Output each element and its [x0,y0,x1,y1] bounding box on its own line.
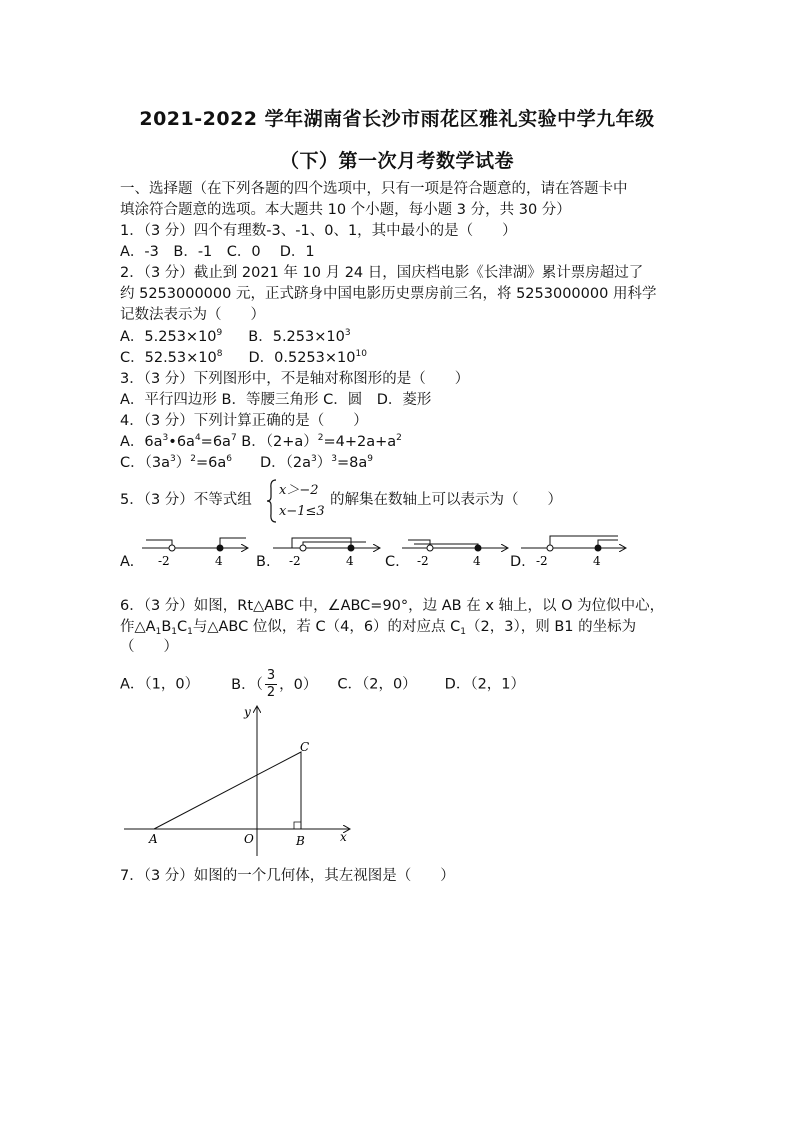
q4-option-b: B．$(2+a)^2=4+2a+a^2$ [241,433,402,450]
q6-right-angle-mark [294,822,301,829]
q2-option-c: C．$52.53\times 10^8$ [120,349,223,366]
q5-option-a-numberline [142,538,248,551]
q5-b-tick-right: 4 [346,554,354,568]
q5-option-c-label: C. [385,554,400,570]
q6-triangle-abc [154,752,301,829]
q5-option-c-numberline [402,540,508,551]
q6-stem-line2: 作$\triangle A_1B_1C_1$与△ABC 位似，若 C（4，6）的对应点 $C_1(2$，3），则 B1 的坐标为 [120,619,637,637]
q2-options-row2 [120,348,367,368]
q6-stem-line1: 6．（3 分）如图，Rt△ABC 中，∠ABC=90°，边 AB 在 x 轴上，以 O 为位似中心， [120,598,665,614]
q5-d-tick-left: -2 [536,554,548,568]
q3-stem: 3．（3 分）下列图形中，不是轴对称图形的是（ ） [120,371,470,387]
q5-option-b-label: B. [256,554,271,570]
q5-a-tick-right: 4 [215,554,223,568]
q5-option-d-numberline [521,536,626,551]
q4-option-a: A．$6a^3•6a^4=6a^7$ [120,433,237,450]
q5-c-tick-right: 4 [473,554,481,568]
q5-suffix: 的解集在数轴上可以表示为（ ） [330,492,562,508]
q5-b-tick-left: -2 [289,554,301,568]
q6-option-d: D．（2，1） [444,676,526,693]
q6-label-x: x [340,830,347,844]
q6-options [120,668,525,701]
q7-stem: 7．（3 分）如图的一个几何体，其左视图是（ ） [120,868,455,884]
q4-option-d: D．$(2a^3)^3=8a^9$ [259,454,373,471]
exam-title-line1: 2021-2022 学年湖南省长沙市雨花区雅礼实验中学九年级 [139,108,655,130]
q6-option-b: B．（ $\frac{3}{2}$ ，0） [231,668,318,700]
q5-inequality-system [279,480,325,522]
q4-options-row1 [120,432,402,452]
q5-option-b-numberline [273,538,380,551]
q6-option-a: A．（1，0） [120,676,200,693]
q2-stem-line1: 2．（3 分）截止到 2021 年 10 月 24 日，国庆档电影《长津湖》累计票房超过了 [120,265,644,281]
q1-stem: 1．（3 分）四个有理数-3、-1、0、1，其中最小的是（ ） [120,223,517,239]
q3-options: A．平行四边形 B．等腰三角形 C．圆 D．菱形 [120,392,432,408]
q5-prefix: 5．（3 分）不等式组 [120,492,252,508]
q6-label-o: O [244,832,254,846]
q6-option-b-fraction: $\frac{3}{2}$ [266,668,276,700]
section-instructions-line1: 一、选择题（在下列各题的四个选项中，只有一项是符合题意的，请在答题卡中 [120,181,628,197]
q6-label-c: C [300,740,310,754]
q2-option-a: A．$5.253\times 10^9$ [120,328,223,345]
q5-option-a-label: A. [120,554,135,570]
q6-option-c: C．（2，0） [337,676,417,693]
q2-stem-line2: 约 5253000000 元，正式跻身中国电影历史票房前三名，将 5253000000 用科学 [120,286,657,302]
q2-options-row1 [120,327,351,347]
q4-options-row2 [120,453,373,473]
q6-label-b: B [296,834,305,848]
section-instructions-line2: 填涂符合题意的选项。本大题共 10 个小题，每小题 3 分，共 30 分） [120,202,571,218]
q6-label-y: y [244,705,251,719]
q5-c-tick-left: -2 [417,554,429,568]
q5-d-tick-right: 4 [593,554,601,568]
q5-option-d-label: D. [510,554,526,570]
q2-option-b: B．$5.253\times 10^3$ [248,328,351,345]
q1-options: A．-3 B．-1 C．0 D．1 [120,244,315,260]
q5-number-lines [118,532,638,574]
q5-inequality-1: x＞−2 [279,483,319,498]
q5-a-tick-left: -2 [158,554,170,568]
q4-stem: 4．（3 分）下列计算正确的是（ ） [120,413,368,429]
q6-label-a: A [149,832,158,846]
q2-option-d: D．$0.5253\times 10^{10}$ [248,349,367,366]
q6-coordinate-figure [118,700,358,860]
q5-inequality-2: x−1≤3 [279,504,325,519]
q4-option-c: C．$(3a^3)^2=6a^6$ [120,454,232,471]
q2-stem-line3: 记数法表示为（ ） [120,307,265,323]
exam-title-line2: （下）第一次月考数学试卷 [279,150,514,172]
q5-system-brace [266,478,278,524]
q6-stem-line3: （ ） [120,639,178,655]
